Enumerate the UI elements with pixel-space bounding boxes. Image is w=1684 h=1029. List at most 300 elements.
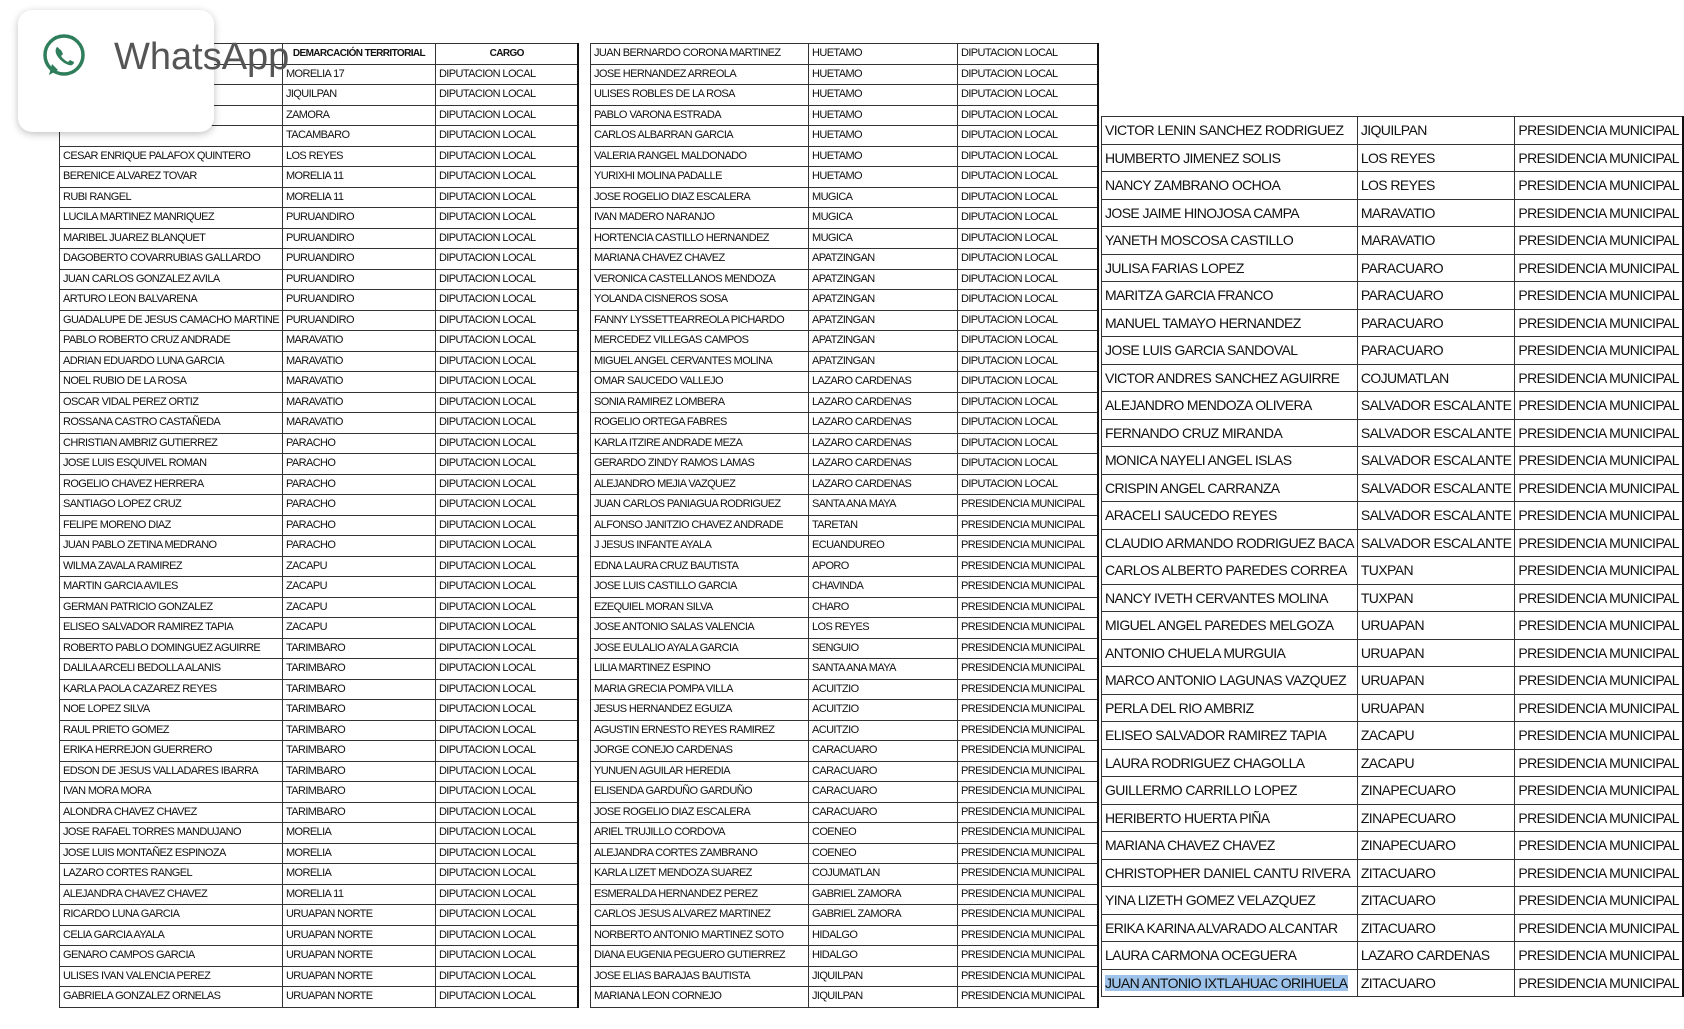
demarcacion-cell: LAZARO CARDENAS [1357,942,1515,970]
name-cell: LAZARO CORTES RANGEL [60,864,283,885]
name-cell: CHRISTIAN AMBRIZ GUTIERREZ [60,433,283,454]
middle-row [591,823,1098,844]
demarcacion-cell: APATZINGAN [809,290,958,311]
name-cell: JOSE HERNANDEZ ARREOLA [591,64,809,85]
cargo-cell: PRESIDENCIA MUNICIPAL [1515,639,1683,667]
demarcacion-cell: SALVADOR ESCALANTE [1357,529,1515,557]
name-cell: HUMBERTO JIMENEZ SOLIS [1102,144,1358,172]
name-cell: ELISEO SALVADOR RAMIREZ TAPIA [1102,722,1358,750]
middle-row [591,802,1098,823]
left-row [60,843,579,864]
demarcacion-cell: MUGICA [809,187,958,208]
cargo-cell: DIPUTACION LOCAL [435,85,578,106]
middle-row [591,556,1098,577]
demarcacion-cell: TARIMBARO [282,679,435,700]
cargo-cell: DIPUTACION LOCAL [435,741,578,762]
cargo-cell: DIPUTACION LOCAL [435,802,578,823]
name-cell: JUAN CARLOS PANIAGUA RODRIGUEZ [591,495,809,516]
cargo-cell: DIPUTACION LOCAL [435,433,578,454]
cargo-cell: DIPUTACION LOCAL [435,946,578,967]
demarcacion-cell: TARIMBARO [282,782,435,803]
middle-row [591,392,1098,413]
demarcacion-cell: CARACUARO [809,741,958,762]
demarcacion-cell: CHAVINDA [809,577,958,598]
cargo-cell: PRESIDENCIA MUNICIPAL [958,802,1098,823]
demarcacion-cell: LAZARO CARDENAS [809,433,958,454]
demarcacion-cell: URUAPAN NORTE [282,966,435,987]
cargo-cell: DIPUTACION LOCAL [958,351,1098,372]
demarcacion-cell: HUETAMO [809,126,958,147]
left-row [60,597,579,618]
left-row [60,577,579,598]
name-cell: MIGUEL ANGEL CERVANTES MOLINA [591,351,809,372]
cargo-cell: PRESIDENCIA MUNICIPAL [1515,337,1683,365]
name-cell: IVAN MADERO NARANJO [591,208,809,229]
right-row [1102,804,1683,832]
demarcacion-cell: PARACHO [282,495,435,516]
cargo-cell: PRESIDENCIA MUNICIPAL [1515,859,1683,887]
cargo-cell: PRESIDENCIA MUNICIPAL [958,597,1098,618]
cargo-cell: PRESIDENCIA MUNICIPAL [1515,419,1683,447]
cargo-cell: DIPUTACION LOCAL [435,597,578,618]
left-row [60,474,579,495]
demarcacion-cell: MORELIA [282,843,435,864]
name-cell: CLAUDIO ARMANDO RODRIGUEZ BACA [1102,529,1358,557]
cargo-cell: DIPUTACION LOCAL [435,413,578,434]
cargo-cell: DIPUTACION LOCAL [958,372,1098,393]
left-row [60,372,579,393]
name-cell: MARIA GRECIA POMPA VILLA [591,679,809,700]
name-cell: JOSE LUIS GARCIA SANDOVAL [1102,337,1358,365]
left-row [60,556,579,577]
right-row [1102,144,1683,172]
name-cell: JOSE LUIS CASTILLO GARCIA [591,577,809,598]
cargo-cell: DIPUTACION LOCAL [958,208,1098,229]
demarcacion-cell: MARAVATIO [282,392,435,413]
demarcacion-cell: PARACUARO [1357,254,1515,282]
cargo-cell: PRESIDENCIA MUNICIPAL [1515,199,1683,227]
name-cell: MANUEL TAMAYO HERNANDEZ [1102,309,1358,337]
middle-row [591,638,1098,659]
left-row [60,679,579,700]
demarcacion-cell: JIQUILPAN [809,987,958,1008]
cargo-cell: PRESIDENCIA MUNICIPAL [1515,749,1683,777]
demarcacion-cell: LOS REYES [282,146,435,167]
name-cell: MERCEDEZ VILLEGAS CAMPOS [591,331,809,352]
demarcacion-cell: LAZARO CARDENAS [809,413,958,434]
demarcacion-cell: LAZARO CARDENAS [809,454,958,475]
demarcacion-cell: URUAPAN NORTE [282,987,435,1008]
demarcacion-cell: ZAMORA [282,105,435,126]
name-cell: CARLOS JESUS ALVAREZ MARTINEZ [591,905,809,926]
demarcacion-cell: TACAMBARO [282,126,435,147]
cargo-cell: PRESIDENCIA MUNICIPAL [1515,144,1683,172]
name-cell: PERLA DEL RIO AMBRIZ [1102,694,1358,722]
right-row [1102,749,1683,777]
demarcacion-cell: JIQUILPAN [809,966,958,987]
middle-row [591,700,1098,721]
cargo-cell: DIPUTACION LOCAL [958,105,1098,126]
name-cell: VALERIA RANGEL MALDONADO [591,146,809,167]
name-cell: JUAN CARLOS GONZALEZ AVILA [60,269,283,290]
name-cell: ALEJANDRO MENDOZA OLIVERA [1102,392,1358,420]
cargo-cell: DIPUTACION LOCAL [435,884,578,905]
name-cell: ALONDRA CHAVEZ CHAVEZ [60,802,283,823]
demarcacion-cell: HUETAMO [809,44,958,65]
demarcacion-cell: HUETAMO [809,105,958,126]
name-cell: GUILLERMO CARRILLO LOPEZ [1102,777,1358,805]
name-cell: ALEJANDRA CORTES ZAMBRANO [591,843,809,864]
name-cell: ELISENDA GARDUÑO GARDUÑO [591,782,809,803]
right-row [1102,667,1683,695]
cargo-cell: DIPUTACION LOCAL [435,392,578,413]
name-cell: ARTURO LEON BALVARENA [60,290,283,311]
middle-row [591,597,1098,618]
middle-row [591,310,1098,331]
right-row [1102,694,1683,722]
name-cell: ADRIAN EDUARDO LUNA GARCIA [60,351,283,372]
name-cell: VERONICA CASTELLANOS MENDOZA [591,269,809,290]
cargo-cell: DIPUTACION LOCAL [435,720,578,741]
cargo-cell: DIPUTACION LOCAL [435,105,578,126]
right-row [1102,227,1683,255]
name-cell: JULISA FARIAS LOPEZ [1102,254,1358,282]
cargo-cell: DIPUTACION LOCAL [435,823,578,844]
left-row [60,659,579,680]
name-cell: CARLOS ALBERTO PAREDES CORREA [1102,557,1358,585]
left-row [60,228,579,249]
cargo-cell: DIPUTACION LOCAL [435,556,578,577]
cargo-cell: DIPUTACION LOCAL [958,474,1098,495]
demarcacion-cell: ECUANDUREO [809,536,958,557]
cargo-cell: DIPUTACION LOCAL [435,987,578,1008]
cargo-cell: PRESIDENCIA MUNICIPAL [1515,969,1683,997]
demarcacion-cell: PURUANDIRO [282,310,435,331]
name-cell: MONICA NAYELI ANGEL ISLAS [1102,447,1358,475]
demarcacion-cell: MORELIA [282,823,435,844]
demarcacion-cell: MORELIA 17 [282,64,435,85]
right-row [1102,254,1683,282]
demarcacion-cell: CARACUARO [809,802,958,823]
name-cell: FANNY LYSSETTEARREOLA PICHARDO [591,310,809,331]
middle-row [591,372,1098,393]
cargo-cell: DIPUTACION LOCAL [958,228,1098,249]
demarcacion-cell: PARACHO [282,474,435,495]
name-cell: GABRIELA GONZALEZ ORNELAS [60,987,283,1008]
right-row [1102,392,1683,420]
demarcacion-cell: APATZINGAN [809,310,958,331]
cargo-cell: PRESIDENCIA MUNICIPAL [1515,612,1683,640]
cargo-cell: PRESIDENCIA MUNICIPAL [1515,887,1683,915]
demarcacion-cell: MARAVATIO [282,413,435,434]
demarcacion-cell: SALVADOR ESCALANTE [1357,419,1515,447]
demarcacion-cell: PARACHO [282,536,435,557]
name-cell: ARIEL TRUJILLO CORDOVA [591,823,809,844]
whatsapp-share-chip[interactable] [18,10,290,132]
cargo-cell: DIPUTACION LOCAL [435,679,578,700]
cargo-cell: DIPUTACION LOCAL [435,331,578,352]
demarcacion-cell: SALVADOR ESCALANTE [1357,392,1515,420]
middle-row [591,167,1098,188]
right-row [1102,777,1683,805]
name-cell: MARTIN GARCIA AVILES [60,577,283,598]
middle-row [591,659,1098,680]
cargo-cell: DIPUTACION LOCAL [435,126,578,147]
demarcacion-cell: TARIMBARO [282,659,435,680]
cargo-cell: PRESIDENCIA MUNICIPAL [958,618,1098,639]
middle-row [591,351,1098,372]
cargo-cell: PRESIDENCIA MUNICIPAL [1515,227,1683,255]
middle-row [591,44,1098,65]
demarcacion-cell: MORELIA [282,864,435,885]
cargo-cell: PRESIDENCIA MUNICIPAL [1515,254,1683,282]
name-cell: NANCY ZAMBRANO OCHOA [1102,172,1358,200]
middle-row [591,577,1098,598]
right-row [1102,722,1683,750]
name-cell: NORBERTO ANTONIO MARTINEZ SOTO [591,925,809,946]
name-cell: MARIBEL JUAREZ BLANQUET [60,228,283,249]
cargo-cell: DIPUTACION LOCAL [958,187,1098,208]
cargo-cell: DIPUTACION LOCAL [435,187,578,208]
name-cell: AGUSTIN ERNESTO REYES RAMIREZ [591,720,809,741]
demarcacion-cell: MARAVATIO [282,331,435,352]
cargo-cell: PRESIDENCIA MUNICIPAL [958,741,1098,762]
name-cell: GERARDO ZINDY RAMOS LAMAS [591,454,809,475]
demarcacion-cell: ACUITZIO [809,679,958,700]
left-row [60,741,579,762]
middle-row [591,269,1098,290]
demarcacion-cell: PURUANDIRO [282,228,435,249]
demarcacion-cell: PARACUARO [1357,337,1515,365]
name-cell: RAUL PRIETO GOMEZ [60,720,283,741]
name-cell: YOLANDA CISNEROS SOSA [591,290,809,311]
name-cell: LAURA RODRIGUEZ CHAGOLLA [1102,749,1358,777]
demarcacion-cell: TARIMBARO [282,741,435,762]
middle-row [591,208,1098,229]
demarcacion-cell: ZITACUARO [1357,914,1515,942]
middle-row [591,413,1098,434]
cargo-cell: DIPUTACION LOCAL [435,515,578,536]
cargo-cell: PRESIDENCIA MUNICIPAL [1515,777,1683,805]
name-cell: SANTIAGO LOPEZ CRUZ [60,495,283,516]
demarcacion-cell: URUAPAN NORTE [282,925,435,946]
name-cell: ESMERALDA HERNANDEZ PEREZ [591,884,809,905]
cargo-cell: DIPUTACION LOCAL [958,126,1098,147]
header-cargo: CARGO [435,44,578,65]
right-row [1102,584,1683,612]
name-cell: ARACELI SAUCEDO REYES [1102,502,1358,530]
cargo-cell: PRESIDENCIA MUNICIPAL [1515,309,1683,337]
cargo-cell: DIPUTACION LOCAL [435,761,578,782]
name-cell: OMAR SAUCEDO VALLEJO [591,372,809,393]
cargo-cell: PRESIDENCIA MUNICIPAL [1515,529,1683,557]
name-cell: NOEL RUBIO DE LA ROSA [60,372,283,393]
demarcacion-cell: ACUITZIO [809,720,958,741]
name-cell: MARCO ANTONIO LAGUNAS VAZQUEZ [1102,667,1358,695]
name-cell: OSCAR VIDAL PEREZ ORTIZ [60,392,283,413]
right-row [1102,309,1683,337]
right-row-highlighted [1102,969,1683,997]
demarcacion-cell: LAZARO CARDENAS [809,372,958,393]
cargo-cell: DIPUTACION LOCAL [958,64,1098,85]
cargo-cell: PRESIDENCIA MUNICIPAL [958,843,1098,864]
demarcacion-cell: COJUMATLAN [809,864,958,885]
cargo-cell: DIPUTACION LOCAL [958,249,1098,270]
left-row [60,413,579,434]
name-cell: ULISES ROBLES DE LA ROSA [591,85,809,106]
name-cell: DIANA EUGENIA PEGUERO GUTIERREZ [591,946,809,967]
middle-row [591,536,1098,557]
cargo-cell: PRESIDENCIA MUNICIPAL [1515,832,1683,860]
name-cell: MARIANA CHAVEZ CHAVEZ [1102,832,1358,860]
name-cell: VICTOR LENIN SANCHEZ RODRIGUEZ [1102,117,1358,145]
whatsapp-label: WhatsApp [114,36,290,78]
name-cell: JOSE LUIS MONTAÑEZ ESPINOZA [60,843,283,864]
name-cell: YINA LIZETH GOMEZ VELAZQUEZ [1102,887,1358,915]
name-cell: JUAN BERNARDO CORONA MARTINEZ [591,44,809,65]
whatsapp-icon [40,32,88,80]
demarcacion-cell: MUGICA [809,228,958,249]
demarcacion-cell: APATZINGAN [809,351,958,372]
demarcacion-cell: JIQUILPAN [282,85,435,106]
cargo-cell: DIPUTACION LOCAL [435,864,578,885]
demarcacion-cell: PARACHO [282,515,435,536]
demarcacion-cell: TARIMBARO [282,720,435,741]
name-cell: JOSE ROGELIO DIAZ ESCALERA [591,802,809,823]
middle-row [591,618,1098,639]
demarcacion-cell: LAZARO CARDENAS [809,474,958,495]
demarcacion-cell: URUAPAN [1357,612,1515,640]
left-row [60,515,579,536]
name-cell: FERNANDO CRUZ MIRANDA [1102,419,1358,447]
left-row [60,351,579,372]
middle-row [591,85,1098,106]
cargo-cell: PRESIDENCIA MUNICIPAL [1515,392,1683,420]
middle-row [591,249,1098,270]
demarcacion-cell: SALVADOR ESCALANTE [1357,502,1515,530]
demarcacion-cell: CARACUARO [809,782,958,803]
left-row [60,433,579,454]
cargo-cell: PRESIDENCIA MUNICIPAL [958,515,1098,536]
name-cell: ERIKA HERREJON GUERRERO [60,741,283,762]
left-row [60,638,579,659]
demarcacion-cell: GABRIEL ZAMORA [809,905,958,926]
cargo-cell: PRESIDENCIA MUNICIPAL [1515,117,1683,145]
cargo-cell: PRESIDENCIA MUNICIPAL [958,761,1098,782]
cargo-cell: DIPUTACION LOCAL [435,843,578,864]
cargo-cell: PRESIDENCIA MUNICIPAL [958,577,1098,598]
left-candidates-table [59,43,579,1008]
name-cell: LAURA CARMONA OCEGUERA [1102,942,1358,970]
name-cell: CARLOS ALBARRAN GARCIA [591,126,809,147]
name-cell: GENARO CAMPOS GARCIA [60,946,283,967]
demarcacion-cell: ZACAPU [1357,722,1515,750]
cargo-cell: DIPUTACION LOCAL [958,44,1098,65]
demarcacion-cell: CHARO [809,597,958,618]
demarcacion-cell: SALVADOR ESCALANTE [1357,447,1515,475]
cargo-cell: PRESIDENCIA MUNICIPAL [958,987,1098,1008]
cargo-cell: PRESIDENCIA MUNICIPAL [958,720,1098,741]
left-row [60,761,579,782]
demarcacion-cell: ZINAPECUARO [1357,777,1515,805]
highlighted-name: JUAN ANTONIO IXTLAHUAC ORIHUELA [1105,974,1348,991]
left-row [60,187,579,208]
demarcacion-cell: APATZINGAN [809,269,958,290]
right-row [1102,859,1683,887]
cargo-cell: PRESIDENCIA MUNICIPAL [958,495,1098,516]
middle-row [591,864,1098,885]
name-cell: JUAN PABLO ZETINA MEDRANO [60,536,283,557]
middle-row [591,515,1098,536]
middle-row [591,761,1098,782]
right-row [1102,447,1683,475]
name-cell: EDSON DE JESUS VALLADARES IBARRA [60,761,283,782]
right-row [1102,337,1683,365]
name-cell: ALFONSO JANITZIO CHAVEZ ANDRADE [591,515,809,536]
name-cell: CHRISTOPHER DANIEL CANTU RIVERA [1102,859,1358,887]
cargo-cell: PRESIDENCIA MUNICIPAL [958,884,1098,905]
demarcacion-cell: SALVADOR ESCALANTE [1357,474,1515,502]
demarcacion-cell: PARACHO [282,433,435,454]
name-cell: J JESUS INFANTE AYALA [591,536,809,557]
cargo-cell: DIPUTACION LOCAL [435,700,578,721]
name-cell: PABLO VARONA ESTRADA [591,105,809,126]
left-row [60,536,579,557]
name-cell: KARLA LIZET MENDOZA SUAREZ [591,864,809,885]
middle-candidates-table [590,43,1099,1008]
middle-row [591,64,1098,85]
name-cell: JOSE EULALIO AYALA GARCIA [591,638,809,659]
demarcacion-cell: MUGICA [809,208,958,229]
demarcacion-cell: ACUITZIO [809,700,958,721]
name-cell: MIGUEL ANGEL PAREDES MELGOZA [1102,612,1358,640]
middle-row [591,146,1098,167]
demarcacion-cell: MARAVATIO [282,372,435,393]
cargo-cell: PRESIDENCIA MUNICIPAL [958,679,1098,700]
right-row [1102,364,1683,392]
cargo-cell: PRESIDENCIA MUNICIPAL [1515,282,1683,310]
demarcacion-cell: APATZINGAN [809,249,958,270]
demarcacion-cell: TUXPAN [1357,584,1515,612]
cargo-cell: DIPUTACION LOCAL [958,413,1098,434]
left-row [60,208,579,229]
middle-row [591,679,1098,700]
middle-row [591,290,1098,311]
left-row [60,167,579,188]
cargo-cell: PRESIDENCIA MUNICIPAL [958,905,1098,926]
demarcacion-cell: MORELIA 11 [282,884,435,905]
right-row [1102,942,1683,970]
name-cell [1102,969,1358,997]
cargo-cell: DIPUTACION LOCAL [435,146,578,167]
demarcacion-cell: PURUANDIRO [282,269,435,290]
cargo-cell: DIPUTACION LOCAL [958,269,1098,290]
demarcacion-cell: MARAVATIO [1357,227,1515,255]
cargo-cell: DIPUTACION LOCAL [435,925,578,946]
cargo-cell: PRESIDENCIA MUNICIPAL [1515,172,1683,200]
demarcacion-cell: TARIMBARO [282,802,435,823]
left-row [60,884,579,905]
cargo-cell: DIPUTACION LOCAL [958,146,1098,167]
name-cell: ROBERTO PABLO DOMINGUEZ AGUIRRE [60,638,283,659]
middle-row [591,946,1098,967]
left-row [60,802,579,823]
name-cell: ALEJANDRA CHAVEZ CHAVEZ [60,884,283,905]
name-cell: NOE LOPEZ SILVA [60,700,283,721]
cargo-cell: DIPUTACION LOCAL [435,249,578,270]
cargo-cell: PRESIDENCIA MUNICIPAL [958,638,1098,659]
name-cell: ROGELIO CHAVEZ HERRERA [60,474,283,495]
